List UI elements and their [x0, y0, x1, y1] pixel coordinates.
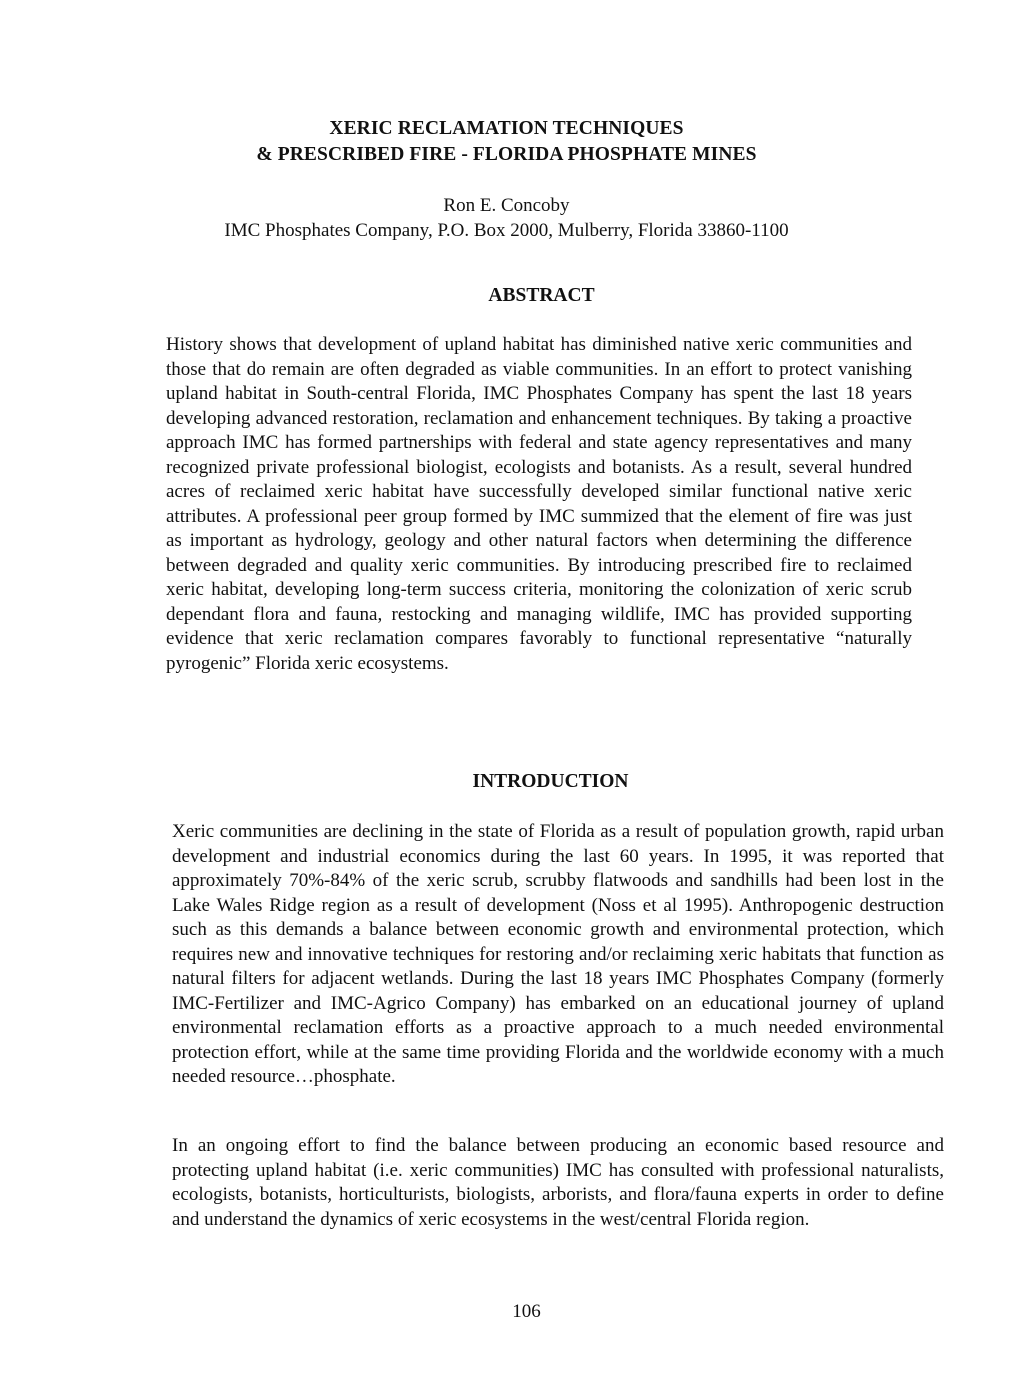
paper-title-line-1: XERIC RECLAMATION TECHNIQUES: [329, 118, 684, 139]
introduction-heading: INTRODUCTION: [472, 771, 629, 792]
introduction-paragraph-1: Xeric communities are declining in the state of Florida as a result of population growth, rapid urban development and industrial economics during the last 60 years. In 1995, it was reported that approximately 70%-84% of the xeric scrub, scrubby flatwoods and sandhills had been lost in the Lake Wales Ridge region as a result of development (Noss et al 1995). Anthropogenic destruction such as this demands a balance between economic growth and environmental protection, which requires new and innovative techniques for restoring and/or reclaiming xeric habitats that function as natural filters for adjacent wetlands. During the last 18 years IMC Phosphates Company (formerly IMC-Fertilizer and IMC-Agrico Company) has embarked on an educational journey of upland environmental reclamation efforts as a proactive approach to a much needed environmental protection effort, while at the same time providing Florida and the worldwide economy with a much needed resource…phosphate.: [172, 821, 944, 1087]
paper-title-line-2: & PRESCRIBED FIRE - FLORIDA PHOSPHATE MINES: [256, 144, 757, 165]
introduction-paragraph-2: In an ongoing effort to find the balance between producing an economic based resource and protecting upland habitat (i.e. xeric communities) IMC has consulted with professional naturalists, ecologists, botanists, horticulturists, biologists, arborists, and flora/fauna experts in order to define and understand the dynamics of xeric ecosystems in the west/central Florida region.: [172, 1135, 944, 1230]
author-name: Ron E. Concoby: [443, 195, 570, 216]
author-affiliation: IMC Phosphates Company, P.O. Box 2000, Mulberry, Florida 33860-1100: [224, 220, 789, 241]
page-number: 106: [512, 1301, 541, 1322]
abstract-body: History shows that development of upland habitat has diminished native xeric communities and those that do remain are often degraded as viable communities. In an effort to protect vanishing upland habitat in South-central Florida, IMC Phosphates Company has spent the last 18 years developing advanced restoration, reclamation and enhancement techniques. By taking a proactive approach IMC has formed partnerships with federal and state agency representatives and many recognized private professional biologist, ecologists and botanists. As a result, several hundred acres of reclaimed xeric habitat have successfully developed similar functional native xeric attributes. A professional peer group formed by IMC summized that the element of fire was just as important as hydrology, geology and other natural factors when determining the difference between degraded and quality xeric communities. By introducing prescribed fire to reclaimed xeric habitat, developing long-term success criteria, monitoring the colonization of xeric scrub dependant flora and fauna, restocking and managing wildlife, IMC has provided supporting evidence that xeric reclamation compares favorably to functional representative “naturally pyrogenic” Florida xeric ecosystems.: [166, 334, 912, 674]
paper-title: [0, 116, 1013, 168]
author-block: [0, 193, 1013, 243]
abstract-heading: ABSTRACT: [488, 285, 595, 306]
